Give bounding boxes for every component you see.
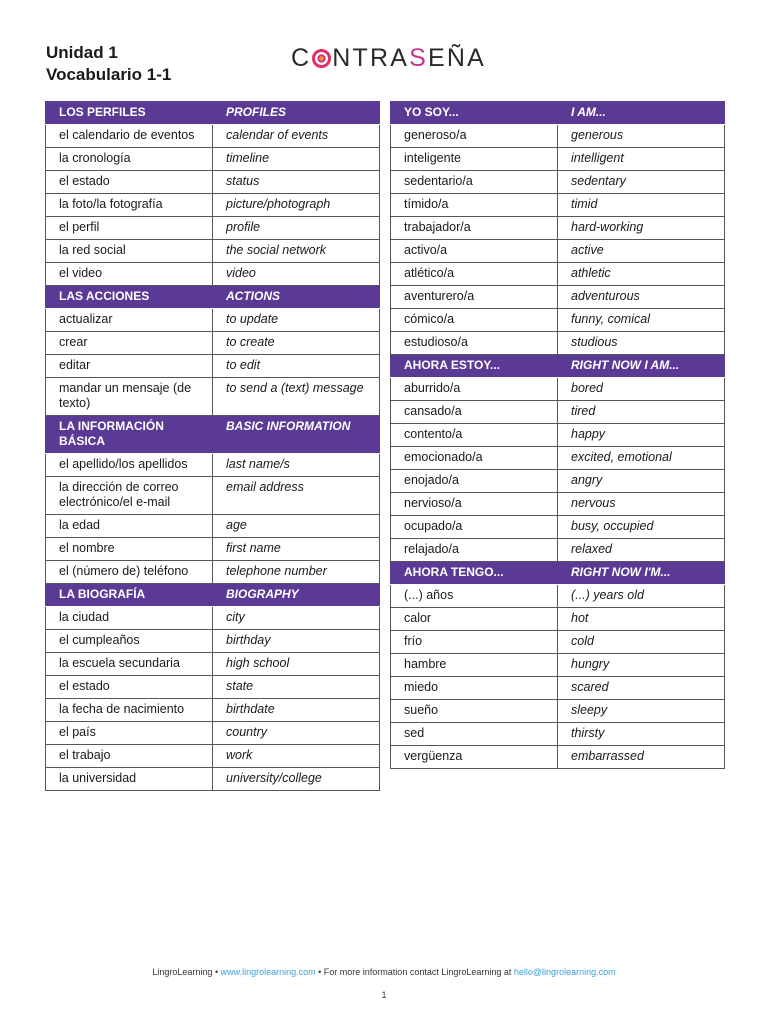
section-header-english: BASIC INFORMATION [213,416,380,454]
footer-org: LingroLearning [152,967,213,977]
english-translation: athletic [558,263,725,286]
page-number: 1 [381,990,387,1000]
english-translation: sleepy [558,700,725,723]
spanish-term: el trabajo [46,745,213,768]
spanish-term: cansado/a [391,401,558,424]
spanish-term: enojado/a [391,470,558,493]
vocab-row [391,401,725,424]
logo-text-ena: EÑA [428,43,487,72]
spanish-term: la escuela secundaria [46,653,213,676]
spanish-term: el país [46,722,213,745]
english-translation: happy [558,424,725,447]
english-translation: state [213,676,380,699]
spanish-term: actualizar [46,309,213,332]
vocab-row [391,470,725,493]
spanish-term: el estado [46,676,213,699]
vocab-row [46,561,380,584]
english-translation: hard-working [558,217,725,240]
vocab-row [46,332,380,355]
english-translation: funny, comical [558,309,725,332]
vocab-row [46,454,380,477]
spanish-term: la fecha de nacimiento [46,699,213,722]
vocab-row [391,723,725,746]
logo-letter-s: S [409,43,428,72]
spanish-term: emocionado/a [391,447,558,470]
document-title [46,42,171,86]
vocab-row [391,654,725,677]
english-translation: cold [558,631,725,654]
footer-contact-text: • For more information contact LingroLearning at [315,967,514,977]
vocab-row [391,677,725,700]
english-translation: bored [558,378,725,401]
page-footer [0,967,768,977]
vocab-row [391,585,725,608]
vocab-row [46,217,380,240]
spanish-term: sed [391,723,558,746]
vocab-row [46,515,380,538]
spanish-term: (...) años [391,585,558,608]
section-header-row [46,584,380,607]
logo-text-ntra: NTRA [332,43,410,72]
vocab-row [391,746,725,769]
english-translation: excited, emotional [558,447,725,470]
english-translation: birthday [213,630,380,653]
section-header-spanish: AHORA TENGO... [391,562,558,585]
vocab-row [46,477,380,515]
vocab-row [46,607,380,630]
vocab-row [391,286,725,309]
section-header-row [391,355,725,378]
english-translation: active [558,240,725,263]
vocabulary-title: Vocabulario 1-1 [46,65,172,84]
vocab-row [46,653,380,676]
vocab-row [391,516,725,539]
footer-website-link[interactable]: www.lingrolearning.com [220,967,316,977]
vocab-row [46,630,380,653]
spanish-term: crear [46,332,213,355]
spanish-term: inteligente [391,148,558,171]
spanish-term: ocupado/a [391,516,558,539]
vocab-row [391,332,725,355]
english-translation: generous [558,125,725,148]
spanish-term: la foto/la fotografía [46,194,213,217]
vocab-row [46,171,380,194]
english-translation: university/college [213,768,380,791]
spanish-term: contento/a [391,424,558,447]
section-header-spanish: LA BIOGRAFÍA [46,584,213,607]
vocab-row [391,424,725,447]
spanish-term: vergüenza [391,746,558,769]
section-header-spanish: LOS PERFILES [46,102,213,125]
vocab-row [46,355,380,378]
spanish-term: nervioso/a [391,493,558,516]
section-header-row [391,562,725,585]
vocab-row [391,148,725,171]
english-translation: to edit [213,355,380,378]
spanish-term: editar [46,355,213,378]
english-translation: email address [213,477,380,515]
spanish-term: el nombre [46,538,213,561]
section-header-english: BIOGRAPHY [213,584,380,607]
spanish-term: el video [46,263,213,286]
vocabulary-table-right [390,101,725,769]
english-translation: country [213,722,380,745]
english-translation: calendar of events [213,125,380,148]
vocab-row [46,263,380,286]
vocab-row [391,700,725,723]
section-header-row [391,102,725,125]
vocab-row [46,125,380,148]
english-translation: last name/s [213,454,380,477]
spanish-term: generoso/a [391,125,558,148]
section-header-spanish: LA INFORMACIÓN BÁSICA [46,416,213,454]
vocab-row [391,608,725,631]
spanish-term: el calendario de eventos [46,125,213,148]
footer-email-link[interactable]: hello@lingrolearning.com [513,967,616,977]
english-translation: first name [213,538,380,561]
section-header-english: RIGHT NOW I'M... [558,562,725,585]
english-translation: studious [558,332,725,355]
vocab-row [391,217,725,240]
vocab-row [391,240,725,263]
footer-separator: • [212,967,221,977]
section-header-row [46,102,380,125]
spanish-term: miedo [391,677,558,700]
spanish-term: activo/a [391,240,558,263]
section-header-spanish: AHORA ESTOY... [391,355,558,378]
english-translation: timid [558,194,725,217]
spanish-term: tímido/a [391,194,558,217]
vocab-row [391,171,725,194]
spanish-term: la ciudad [46,607,213,630]
vocab-row [46,722,380,745]
section-header-row [46,416,380,454]
section-header-english: RIGHT NOW I AM... [558,355,725,378]
spanish-term: la red social [46,240,213,263]
english-translation: to update [213,309,380,332]
english-translation: city [213,607,380,630]
vocab-row [46,745,380,768]
contrasena-logo [291,42,486,74]
spanish-term: la edad [46,515,213,538]
section-header-english: PROFILES [213,102,380,125]
english-translation: sedentary [558,171,725,194]
spanish-term: sedentario/a [391,171,558,194]
vocab-row [46,148,380,171]
english-translation: hungry [558,654,725,677]
logo-letter-c: C [291,43,312,72]
vocab-row [46,194,380,217]
vocab-row [46,309,380,332]
spanish-term: aburrido/a [391,378,558,401]
vocab-row [391,631,725,654]
section-header-spanish: LAS ACCIONES [46,286,213,309]
spanish-term: la universidad [46,768,213,791]
spanish-term: estudioso/a [391,332,558,355]
spanish-term: relajado/a [391,539,558,562]
vocab-row [391,194,725,217]
vocab-row [46,699,380,722]
vocab-row [391,125,725,148]
english-translation: adventurous [558,286,725,309]
spanish-term: mandar un mensaje (de texto) [46,378,213,416]
english-translation: status [213,171,380,194]
vocab-row [46,378,380,416]
section-header-row [46,286,380,309]
english-translation: (...) years old [558,585,725,608]
english-translation: video [213,263,380,286]
spanish-term: trabajador/a [391,217,558,240]
english-translation: scared [558,677,725,700]
english-translation: busy, occupied [558,516,725,539]
english-translation: birthdate [213,699,380,722]
english-translation: the social network [213,240,380,263]
english-translation: angry [558,470,725,493]
vocab-row [46,538,380,561]
vocab-row [391,493,725,516]
spanish-term: atlético/a [391,263,558,286]
vocabulary-table-left [45,101,380,791]
english-translation: telephone number [213,561,380,584]
spanish-term: el cumpleaños [46,630,213,653]
english-translation: to create [213,332,380,355]
spanish-term: cómico/a [391,309,558,332]
spanish-term: el apellido/los apellidos [46,454,213,477]
vocab-row [46,676,380,699]
spanish-term: frío [391,631,558,654]
section-header-spanish: YO SOY... [391,102,558,125]
english-translation: timeline [213,148,380,171]
spanish-term: el estado [46,171,213,194]
english-translation: high school [213,653,380,676]
vocab-row [391,539,725,562]
unit-title: Unidad 1 [46,43,118,62]
vocab-row [391,378,725,401]
spanish-term: la cronología [46,148,213,171]
spanish-term: aventurero/a [391,286,558,309]
english-translation: profile [213,217,380,240]
english-translation: age [213,515,380,538]
spanish-term: calor [391,608,558,631]
english-translation: intelligent [558,148,725,171]
spanish-term: el perfil [46,217,213,240]
section-header-english: I AM... [558,102,725,125]
english-translation: picture/photograph [213,194,380,217]
english-translation: work [213,745,380,768]
spanish-term: sueño [391,700,558,723]
english-translation: embarrassed [558,746,725,769]
vocab-row [46,768,380,791]
english-translation: nervous [558,493,725,516]
english-translation: thirsty [558,723,725,746]
english-translation: hot [558,608,725,631]
spanish-term: el (número de) teléfono [46,561,213,584]
vocab-row [391,309,725,332]
english-translation: to send a (text) message [213,378,380,416]
english-translation: tired [558,401,725,424]
vocab-row [391,263,725,286]
section-header-english: ACTIONS [213,286,380,309]
vocab-row [391,447,725,470]
logo-brain-icon [312,49,331,68]
spanish-term: hambre [391,654,558,677]
english-translation: relaxed [558,539,725,562]
vocab-row [46,240,380,263]
spanish-term: la dirección de correo electrónico/el e-mail [46,477,213,515]
